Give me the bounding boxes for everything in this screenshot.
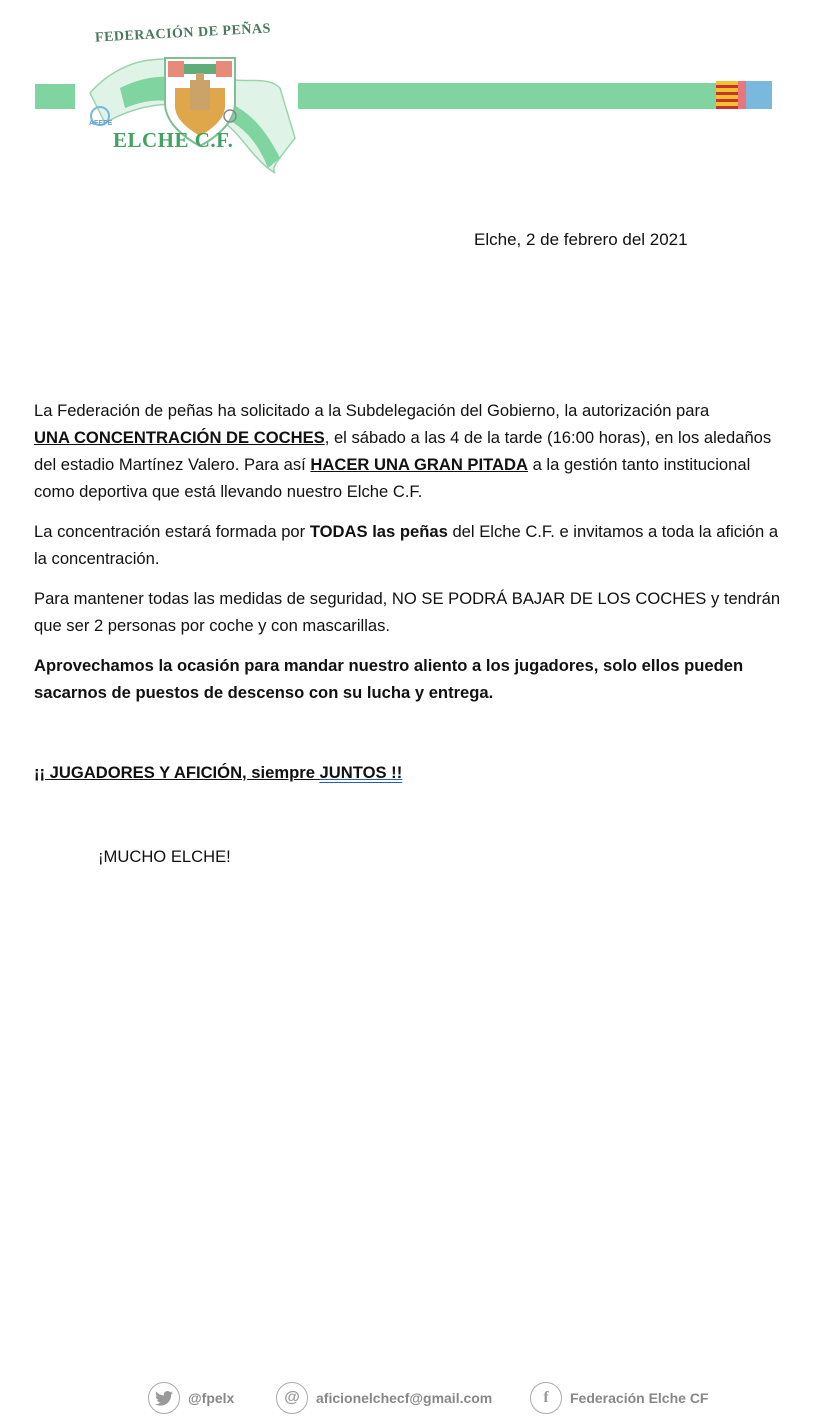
letter-body bbox=[34, 397, 790, 719]
pitada-highlight: HACER UNA GRAN PITADA bbox=[310, 455, 528, 474]
concentration-highlight: UNA CONCENTRACIÓN DE COCHES bbox=[34, 428, 325, 447]
header-green-bar-right bbox=[298, 83, 718, 109]
facebook-page: Federación Elche CF bbox=[570, 1390, 709, 1406]
twitter-contact[interactable] bbox=[148, 1380, 234, 1416]
slogan bbox=[34, 763, 402, 783]
paragraph1-text-3: a la gestión tanto institucional como deportiva que está llevando nuestro Elche C.F. bbox=[34, 455, 751, 501]
at-icon: @ bbox=[276, 1382, 308, 1414]
footer-contacts bbox=[148, 1380, 748, 1416]
paragraph1-text-1: La Federación de peñas ha solicitado a la Subdelegación del Gobierno, la autorización para bbox=[34, 401, 710, 420]
paragraph-encouragement: Aprovechamos la ocasión para mandar nuestro aliento a los jugadores, solo ellos pueden sacarnos de puestos de descenso con su lucha y entrega. bbox=[34, 656, 744, 702]
logo-afepe-text: AFEPE bbox=[89, 120, 113, 127]
twitter-handle: @fpelx bbox=[188, 1390, 235, 1406]
closing-line: ¡MUCHO ELCHE! bbox=[98, 847, 231, 866]
paragraph-safety: Para mantener todas las medidas de seguridad, NO SE PODRÁ BAJAR DE LOS COCHES y tendrán que ser 2 personas por coche y con mascarillas. bbox=[34, 589, 781, 635]
paragraph-participation bbox=[34, 518, 790, 572]
facebook-contact[interactable] bbox=[530, 1380, 708, 1416]
slogan-text-2: JUNTOS !! bbox=[319, 763, 403, 782]
twitter-icon bbox=[148, 1382, 180, 1414]
header-green-bar-left bbox=[35, 84, 75, 109]
paragraph-request bbox=[34, 397, 790, 505]
regional-flag-icon bbox=[738, 81, 772, 109]
letterhead bbox=[0, 0, 814, 180]
facebook-icon: f bbox=[530, 1382, 562, 1414]
email-contact[interactable] bbox=[276, 1380, 492, 1416]
valencian-flag-icon bbox=[716, 81, 738, 109]
penas-highlight: TODAS las peñas bbox=[309, 522, 448, 541]
logo-name-text: ELCHE C.F. bbox=[113, 128, 234, 152]
slogan-text-1: ¡¡ JUGADORES Y AFICIÓN, siempre bbox=[34, 763, 320, 782]
paragraph1-text-2: , el sábado a las 4 de la tarde (16:00 horas), en los aledaños del estadio Martínez Valero. Para así bbox=[34, 428, 772, 474]
email-address: aficionelchecf@gmail.com bbox=[316, 1390, 493, 1406]
logo-arc-text: FEDERACIÓN DE PEÑAS bbox=[94, 21, 272, 46]
paragraph2-text-1: La concentración estará formada por bbox=[34, 522, 310, 541]
paragraph2-text-2: del Elche C.F. e invitamos a toda la afición a la concentración. bbox=[34, 522, 779, 568]
letter-date: Elche, 2 de febrero del 2021 bbox=[474, 230, 688, 249]
